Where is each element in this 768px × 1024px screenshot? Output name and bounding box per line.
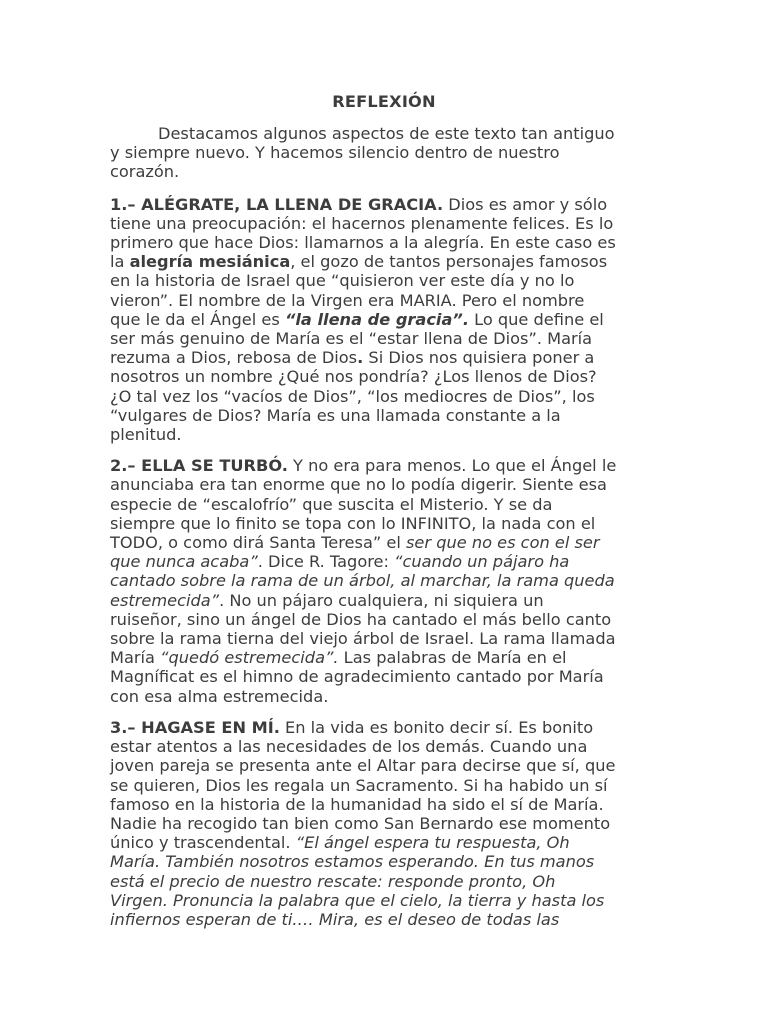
text-line: y siempre nuevo. Y hacemos silencio dentro de nuestro bbox=[110, 143, 560, 163]
text-span: la bbox=[110, 252, 130, 272]
text-line: plenitud. bbox=[110, 425, 182, 445]
text-line: vieron”. El nombre de la Virgen era MARIA. Pero el nombre bbox=[110, 290, 585, 310]
text-span: María bbox=[110, 648, 161, 668]
text-span: . No un pájaro cualquiera, ni siquiera un bbox=[219, 590, 544, 610]
text-line bbox=[110, 195, 658, 214]
text-line: nosotros un nombre ¿Qué nos pondría? ¿Los llenos de Dios? bbox=[110, 367, 597, 387]
text-span: Lo que define el bbox=[468, 309, 604, 329]
text-span: Y no era para menos. Lo que el Ángel le bbox=[287, 456, 617, 476]
bold-italic-quote: “la llena de gracia”. bbox=[284, 309, 469, 329]
text-line: ser más genuino de María es el “estar llena de Dios”. María bbox=[110, 329, 593, 349]
text-line bbox=[110, 891, 658, 910]
text-span: Si Dios nos quisiera poner a bbox=[363, 348, 595, 368]
section-1-heading: 1.– ALÉGRATE, LA LLENA DE GRACIA. bbox=[110, 194, 444, 214]
text-line: famoso en la historia de la humanidad ha sido el sí de María. bbox=[110, 794, 604, 814]
text-line: tiene una preocupación: el hacernos plenamente felices. Es lo bbox=[110, 213, 614, 233]
text-span: que le da el Ángel es bbox=[110, 309, 285, 329]
text-line bbox=[110, 910, 658, 929]
text-line bbox=[110, 648, 658, 667]
italic-quote: estremecida” bbox=[110, 590, 220, 610]
text-line bbox=[110, 348, 658, 367]
text-line: se quieren, Dios les regala un Sacramento. Si ha habido un sí bbox=[110, 775, 608, 795]
text-span: Dios es amor y sólo bbox=[443, 194, 608, 214]
section-2-heading: 2.– ELLA SE TURBÓ. bbox=[110, 456, 288, 476]
section-3-heading: 3.– HAGASE EN MÍ. bbox=[110, 717, 280, 737]
text-line: joven pareja se presenta ante el Altar para decirse que sí, que bbox=[110, 756, 616, 776]
italic-quote: María. También nosotros estamos esperando. En tus manos bbox=[110, 852, 595, 872]
text-line bbox=[110, 718, 658, 737]
page-title: REFLEXIÓN bbox=[332, 92, 436, 111]
text-line bbox=[110, 872, 658, 891]
text-line: corazón. bbox=[110, 162, 180, 182]
text-line: sobre la rama tierna del viejo árbol de Israel. La rama llamada bbox=[110, 629, 616, 649]
document-body bbox=[110, 124, 658, 941]
text-span: En la vida es bonito decir sí. Es bonito bbox=[279, 717, 594, 737]
text-line: ¿O tal vez los “vacíos de Dios”, “los mediocres de Dios”, los bbox=[110, 386, 595, 406]
text-line bbox=[110, 456, 658, 475]
text-line: Nadie ha recogido tan bien como San Bernardo ese momento bbox=[110, 813, 611, 833]
text-span: . Dice R. Tagore: bbox=[257, 552, 395, 572]
text-line: especie de “escalofrío” que suscita el Misterio. Y se da bbox=[110, 494, 553, 514]
text-span: , el gozo de tantos personajes famosos bbox=[290, 252, 608, 272]
text-line: siempre que lo finito se topa con lo INFINITO, la nada con el bbox=[110, 513, 596, 533]
section-2-paragraph bbox=[110, 456, 658, 706]
text-line bbox=[110, 852, 658, 871]
text-line: anunciaba era tan enorme que no lo podía digerir. Siente esa bbox=[110, 475, 607, 495]
bold-phrase: alegría mesiánica bbox=[129, 252, 291, 272]
text-line bbox=[110, 552, 658, 571]
text-span: rezuma a Dios, rebosa de Dios bbox=[110, 348, 358, 368]
text-line: primero que hace Dios: llamarnos a la alegría. En este caso es bbox=[110, 233, 616, 253]
italic-quote: Virgen. Pronuncia la palabra que el cielo, la tierra y hasta los bbox=[110, 890, 605, 910]
text-span: TODO, o como dirá Santa Teresa” el bbox=[110, 533, 406, 553]
italic-quote: “El ángel espera tu respuesta, Oh bbox=[295, 833, 570, 853]
text-line bbox=[110, 591, 658, 610]
text-line bbox=[110, 533, 658, 552]
text-line bbox=[110, 252, 658, 271]
italic-quote: que nunca acaba” bbox=[110, 552, 258, 572]
text-line: Destacamos algunos aspectos de este texto tan antiguo bbox=[158, 124, 615, 143]
section-1-paragraph bbox=[110, 195, 658, 445]
text-line: “vulgares de Dios? María es una llamada constante a la bbox=[110, 405, 561, 425]
italic-quote: está el precio de nuestro rescate: responde pronto, Oh bbox=[110, 871, 556, 891]
italic-quote: ser que no es con el ser bbox=[406, 533, 600, 553]
text-line: Magníficat es el himno de agradecimiento cantado por María bbox=[110, 667, 604, 687]
text-span: único y trascendental. bbox=[110, 833, 296, 853]
section-3-paragraph bbox=[110, 718, 658, 929]
italic-quote: infiernos esperan de ti.… Mira, es el deseo de todas las bbox=[110, 909, 560, 929]
text-line: en la historia de Israel que “quisieron ver este día y no lo bbox=[110, 271, 575, 291]
intro-paragraph bbox=[110, 124, 658, 182]
text-line bbox=[110, 310, 658, 329]
italic-quote: “quedó estremecida”. bbox=[160, 648, 339, 668]
bold-period: . bbox=[357, 348, 364, 368]
text-span: Las palabras de María en el bbox=[338, 648, 567, 668]
text-line: estar atentos a las necesidades de los demás. Cuando una bbox=[110, 737, 588, 757]
italic-quote: cantado sobre la rama de un árbol, al marchar, la rama queda bbox=[110, 571, 615, 591]
text-line: con esa alma estremecida. bbox=[110, 686, 329, 706]
text-line: ruiseñor, sino un ángel de Dios ha cantado el más bello canto bbox=[110, 609, 612, 629]
text-line bbox=[110, 833, 658, 852]
italic-quote: “cuando un pájaro ha bbox=[394, 552, 570, 572]
text-line bbox=[110, 571, 658, 590]
